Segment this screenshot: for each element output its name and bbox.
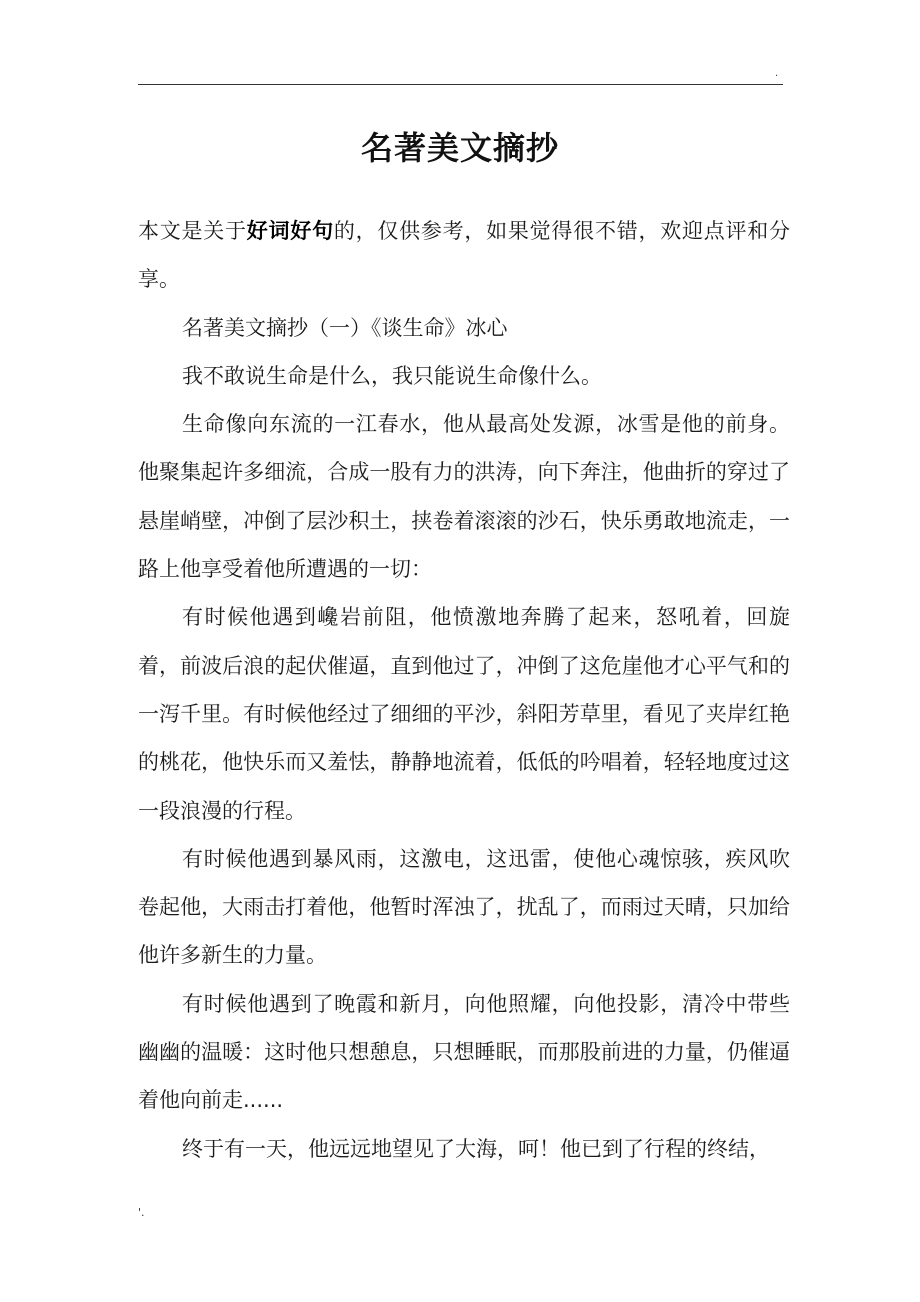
document-body (138, 207, 790, 1173)
paragraph: 我不敢说生命是什么，我只能说生命像什么。 (182, 363, 602, 388)
intro-before: 本文是关于 (138, 219, 247, 243)
paragraph: 终于有一天，他远远地望见了大海，呵！他已到了行程的终结， (182, 1136, 770, 1161)
page-title: 名著美文摘抄 (360, 129, 559, 167)
paragraph: 有时候他遇到巉岩前阻，他愤激地奔腾了起来，怒吼着，回旋着，前波后浪的起伏催逼，直到他过了，冲倒了这危崖他才心平气和的一泻千里。有时候他经过了细细的平沙，斜阳芳草里，看见了夹岸红艳的桃花，他快乐而又羞怯，静静地流着，低低的吟唱着，轻轻地度过这一段浪漫的行程。 (138, 605, 790, 823)
section-heading: 名著美文摘抄（一）《谈生命》冰心 (182, 315, 508, 340)
footer-mark: '. (138, 1206, 145, 1219)
header-mark: . (775, 68, 779, 79)
paragraph: 生命像向东流的一江春水，他从最高处发源，冰雪是他的前身。他聚集起许多细流，合成一股有力的洪涛，向下奔注，他曲折的穿过了悬崖峭壁，冲倒了层沙积土，挟卷着滚滚的沙石，快乐勇敢地流走，一路上他享受着他所遭遇的一切： (138, 412, 790, 582)
intro-keyword: 好词好句 (246, 219, 334, 243)
paragraph: 有时候他遇到了晚霞和新月，向他照耀，向他投影，清冷中带些幽幽的温暖：这时他只想憩息，只想睡眠，而那股前进的力量，仍催逼着他向前走...... (138, 991, 790, 1113)
intro-paragraph (138, 207, 790, 304)
header-rule (138, 84, 783, 85)
intro-after: 的，仅供参考，如果觉得很不错，欢迎点评和分享。 (138, 219, 791, 292)
paragraph: 有时候他遇到暴风雨，这激电，这迅雷，使他心魂惊骇，疾风吹卷起他，大雨击打着他，他暂时浑浊了，扰乱了，而雨过天晴，只加给他许多新生的力量。 (138, 846, 790, 968)
